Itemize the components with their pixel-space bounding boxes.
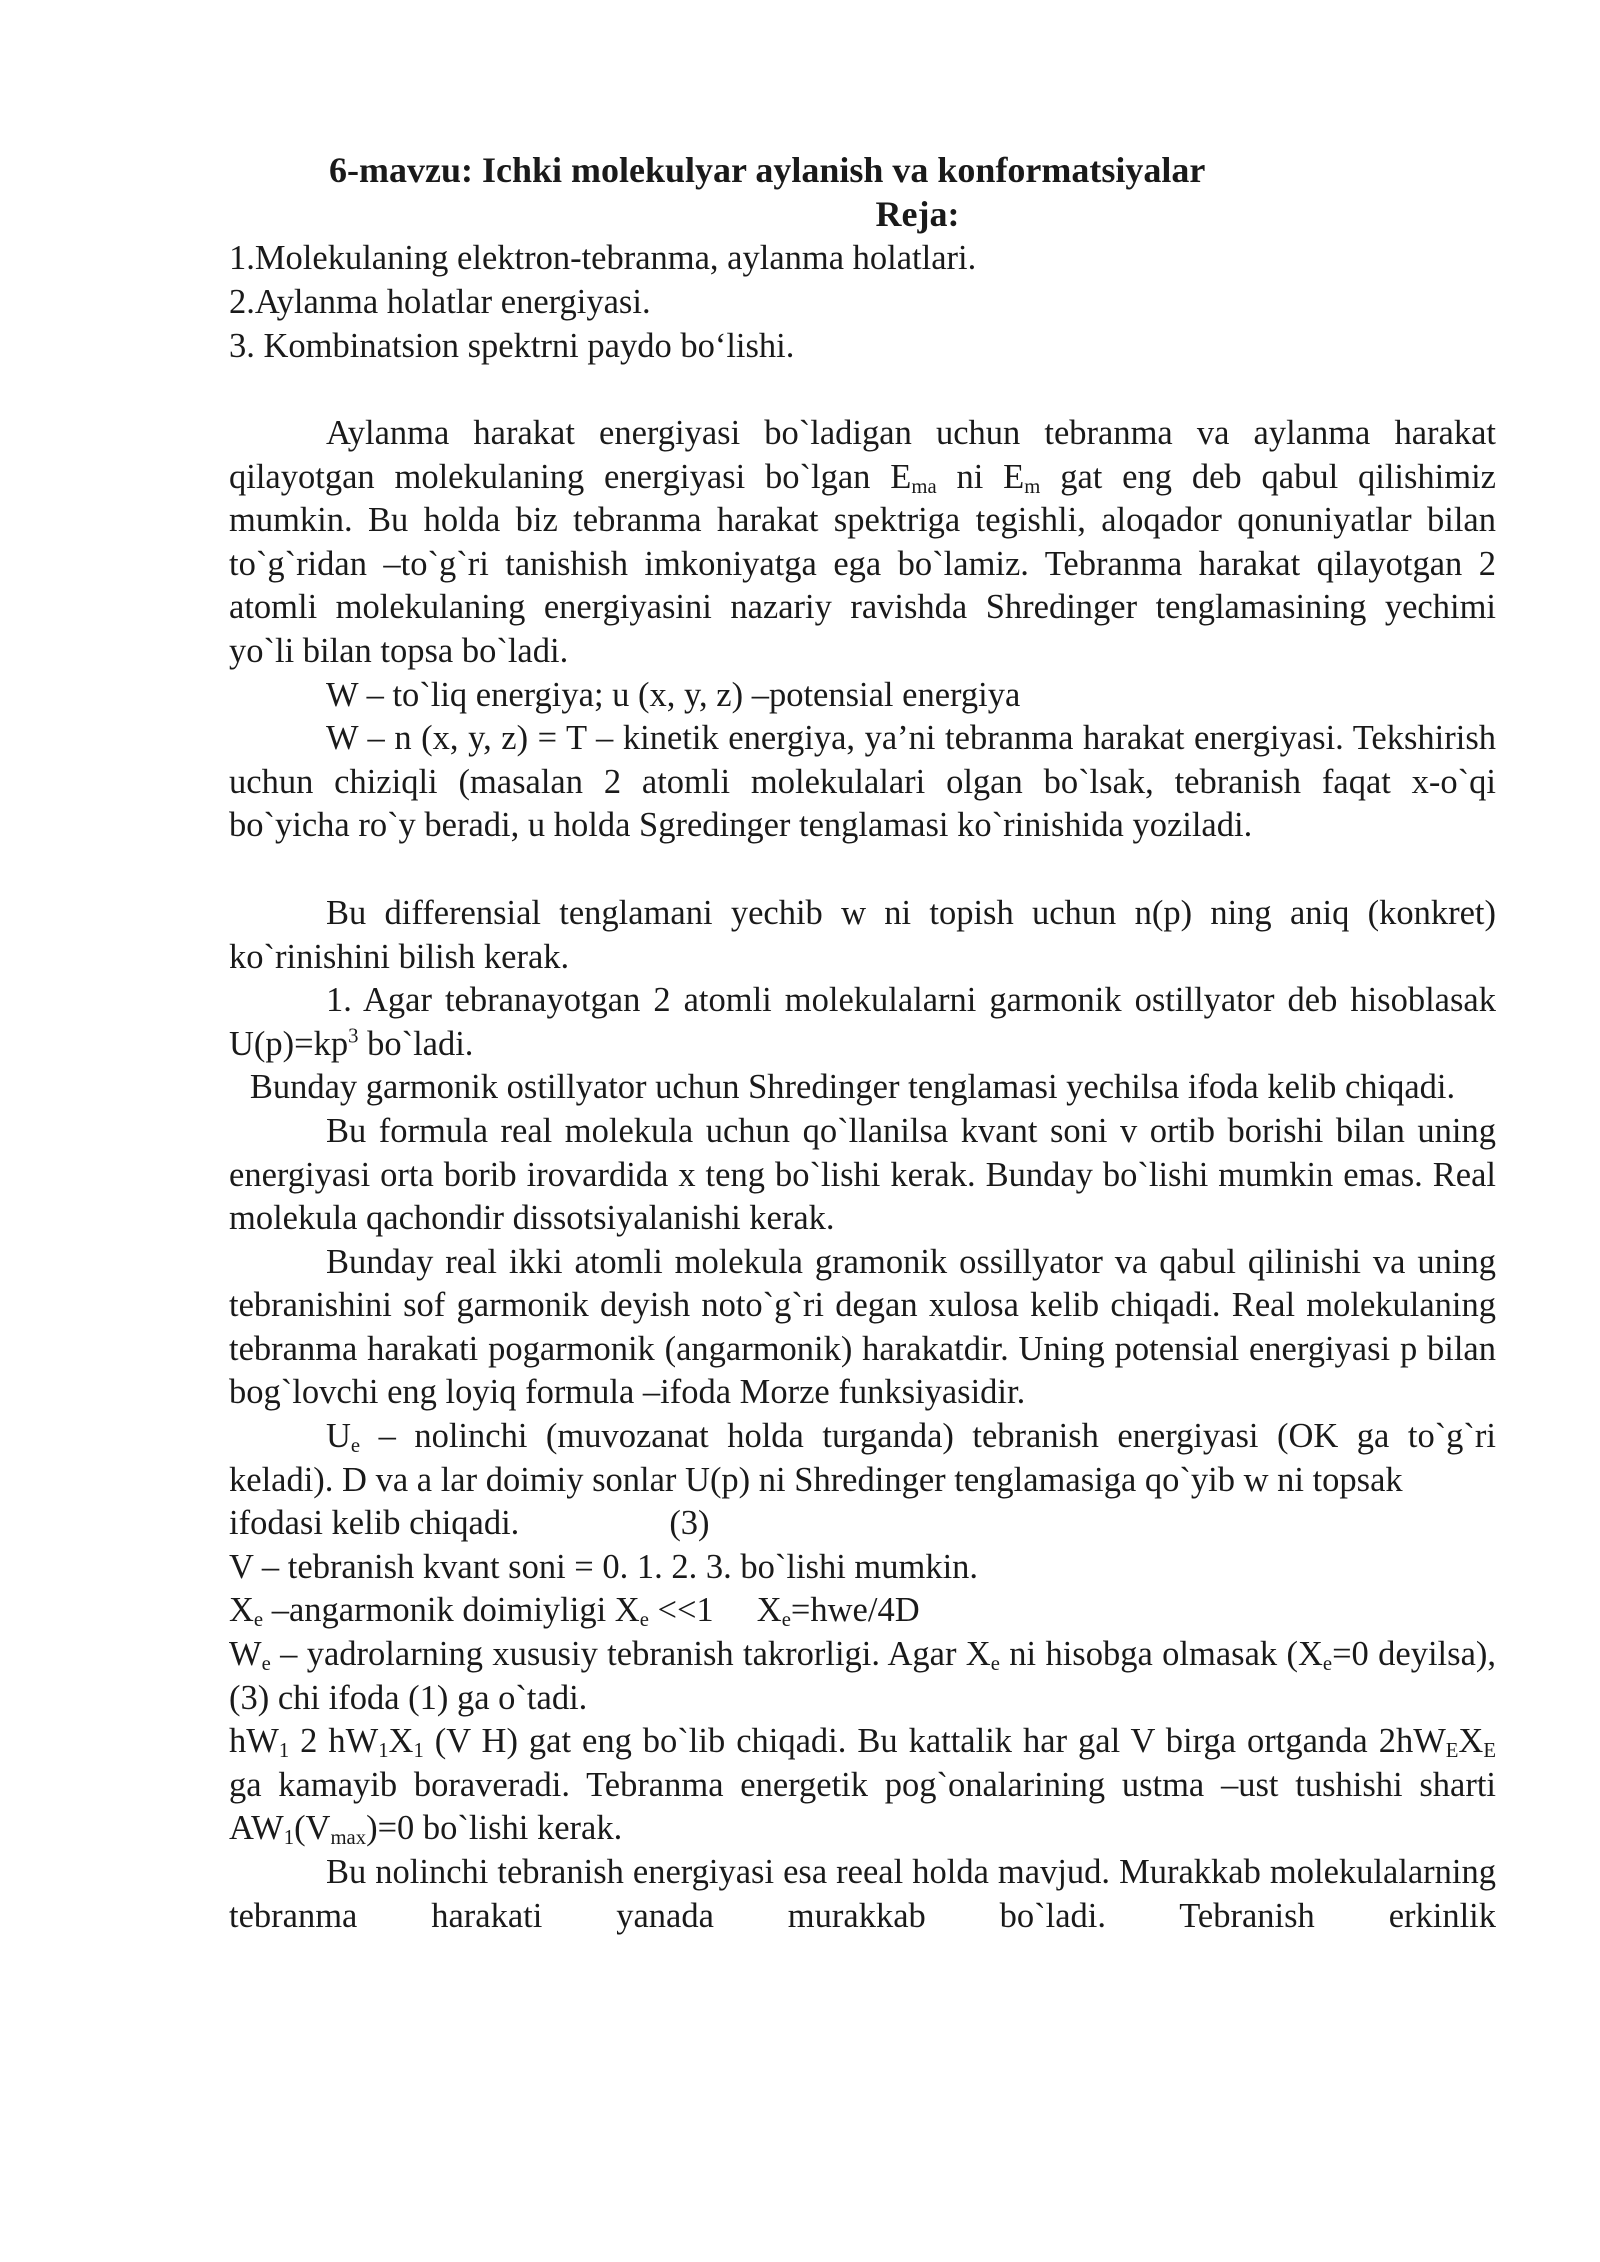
paragraph-3: W – n (x, y, z) = T – kinetik energiya, ya’ni tebranma harakat energiyasi. Tekshirish uchun chiziqli (masalan 2 atomli molekulalari olgan bo`lsak, tebranish faqat x-o`qi bo`yicha ro`y beradi, u holda Sgredinger tenglamasi ko`rinishida yoziladi. xyxy=(229,719,1496,845)
paragraph-15: Bu nolinchi tebranish energiyasi esa reeal holda mavjud. Murakkab molekulalarning tebranma harakati yanada murakkab bo`ladi. Tebranish erkinlik xyxy=(229,1853,1496,1935)
paragraph-6: Bunday garmonik ostillyator uchun Shredinger tenglamasi yechilsa ifoda kelib chiqadi. xyxy=(249,1068,1456,1107)
paragraph-2: W – to`liq energiya; u (x, y, z) –potensial energiya xyxy=(326,675,1021,714)
plan-item: 1.Molekulaning elektron-tebranma, aylanma holatlari. xyxy=(229,239,977,277)
paragraph-14: $hW_1$ 2 $hW_1X_1$ (V H) gat eng bo`lib chiqadi. Bu kattalik har gal V birga ortganda $2hW_EX_E$ ga kamayib boraveradi. Tebranma energetik pog`onalarining ustma –ust tushishi sharti $AW_1(V_{max})=0$ bo`lishi kerak. xyxy=(229,1722,1496,1850)
plan-heading: Reja: xyxy=(875,194,960,234)
line-11: V – tebranish kvant soni = 0. 1. 2. 3. bo`lishi mumkin. xyxy=(229,1547,979,1586)
paragraph-4: Bu differensial tenglamani yechib w ni topish uchun n(p) ning aniq (konkret) ko`rinishini bilish kerak. xyxy=(229,893,1496,976)
plan-list xyxy=(229,236,1496,368)
paragraph-1: Aylanma harakat energiyasi bo`ladigan uchun tebranma va aylanma harakat qilayotgan molekulaning energiyasi bo`lgan $E_{ma}$ ni $E_m$ gat eng deb qabul qilishimiz mumkin. Bu holda biz tebranma harakat spektriga tegishli, aloqador qonuniyatlar bilan to`g`ridan –to`g`ri tanishish imkoniyatga ega bo`lamiz. Tebranma harakat qilayotgan 2 atomli molekulaning energiyasini nazariy ravishda Shredinger tenglamasining yechimi yo`li bilan topsa bo`ladi. xyxy=(229,414,1496,670)
line-12: $X_e$ –angarmonik doimiyligi $X_e <<1$ $X_e=hwe/4D$ xyxy=(229,1591,920,1632)
line-10: ifodasi kelib chiqadi. (3) xyxy=(229,1504,710,1543)
plan-item: 2.Aylanma holatlar energiyasi. xyxy=(229,283,651,321)
paragraph-7: Bu formula real molekula uchun qo`llanilsa kvant soni v ortib borishi bilan uning energiyasi orta borib irovardida x teng bo`lishi kerak. Bunday bo`lishi mumkin emas. Real molekula qachondir dissotsiyalanishi kerak. xyxy=(229,1111,1496,1238)
paragraph-5: 1. Agar tebranayotgan 2 atomli molekulalarni garmonik ostillyator deb hisoblasak $U(p)=kp^3$ bo`ladi. xyxy=(229,981,1496,1063)
plan-item: 3. Kombinatsion spektrni paydo bo‘lishi. xyxy=(229,327,795,365)
paragraph-13: $W_e$ – yadrolarning xususiy tebranish takrorligi. Agar $X_e$ ni hisobga olmasak ($X_e=0$ deyilsa), (3) chi ifoda (1) ga o`tadi. xyxy=(229,1635,1496,1717)
page-title: 6-mavzu: Ichki molekulyar aylanish va konformatsiyalar xyxy=(329,150,1206,190)
paragraph-9: $U_e$ – nolinchi (muvozanat holda turganda) tebranish energiyasi (OK ga to`g`ri keladi). D va a lar doimiy sonlar U(p) ni Shredinger tenglamasiga qo`yib w ni topsak xyxy=(229,1417,1496,1499)
paragraph-8: Bunday real ikki atomli molekula gramonik ossillyator va qabul qilinishi va uning tebranishini sof garmonik deyish noto`g`ri degan xulosa kelib chiqadi. Real molekulaning tebranma harakati pogarmonik (angarmonik) harakatdir. Uning potensial energiyasi p bilan bog`lovchi eng loyiq formula –ifoda Morze funksiyasidir. xyxy=(229,1242,1496,1412)
